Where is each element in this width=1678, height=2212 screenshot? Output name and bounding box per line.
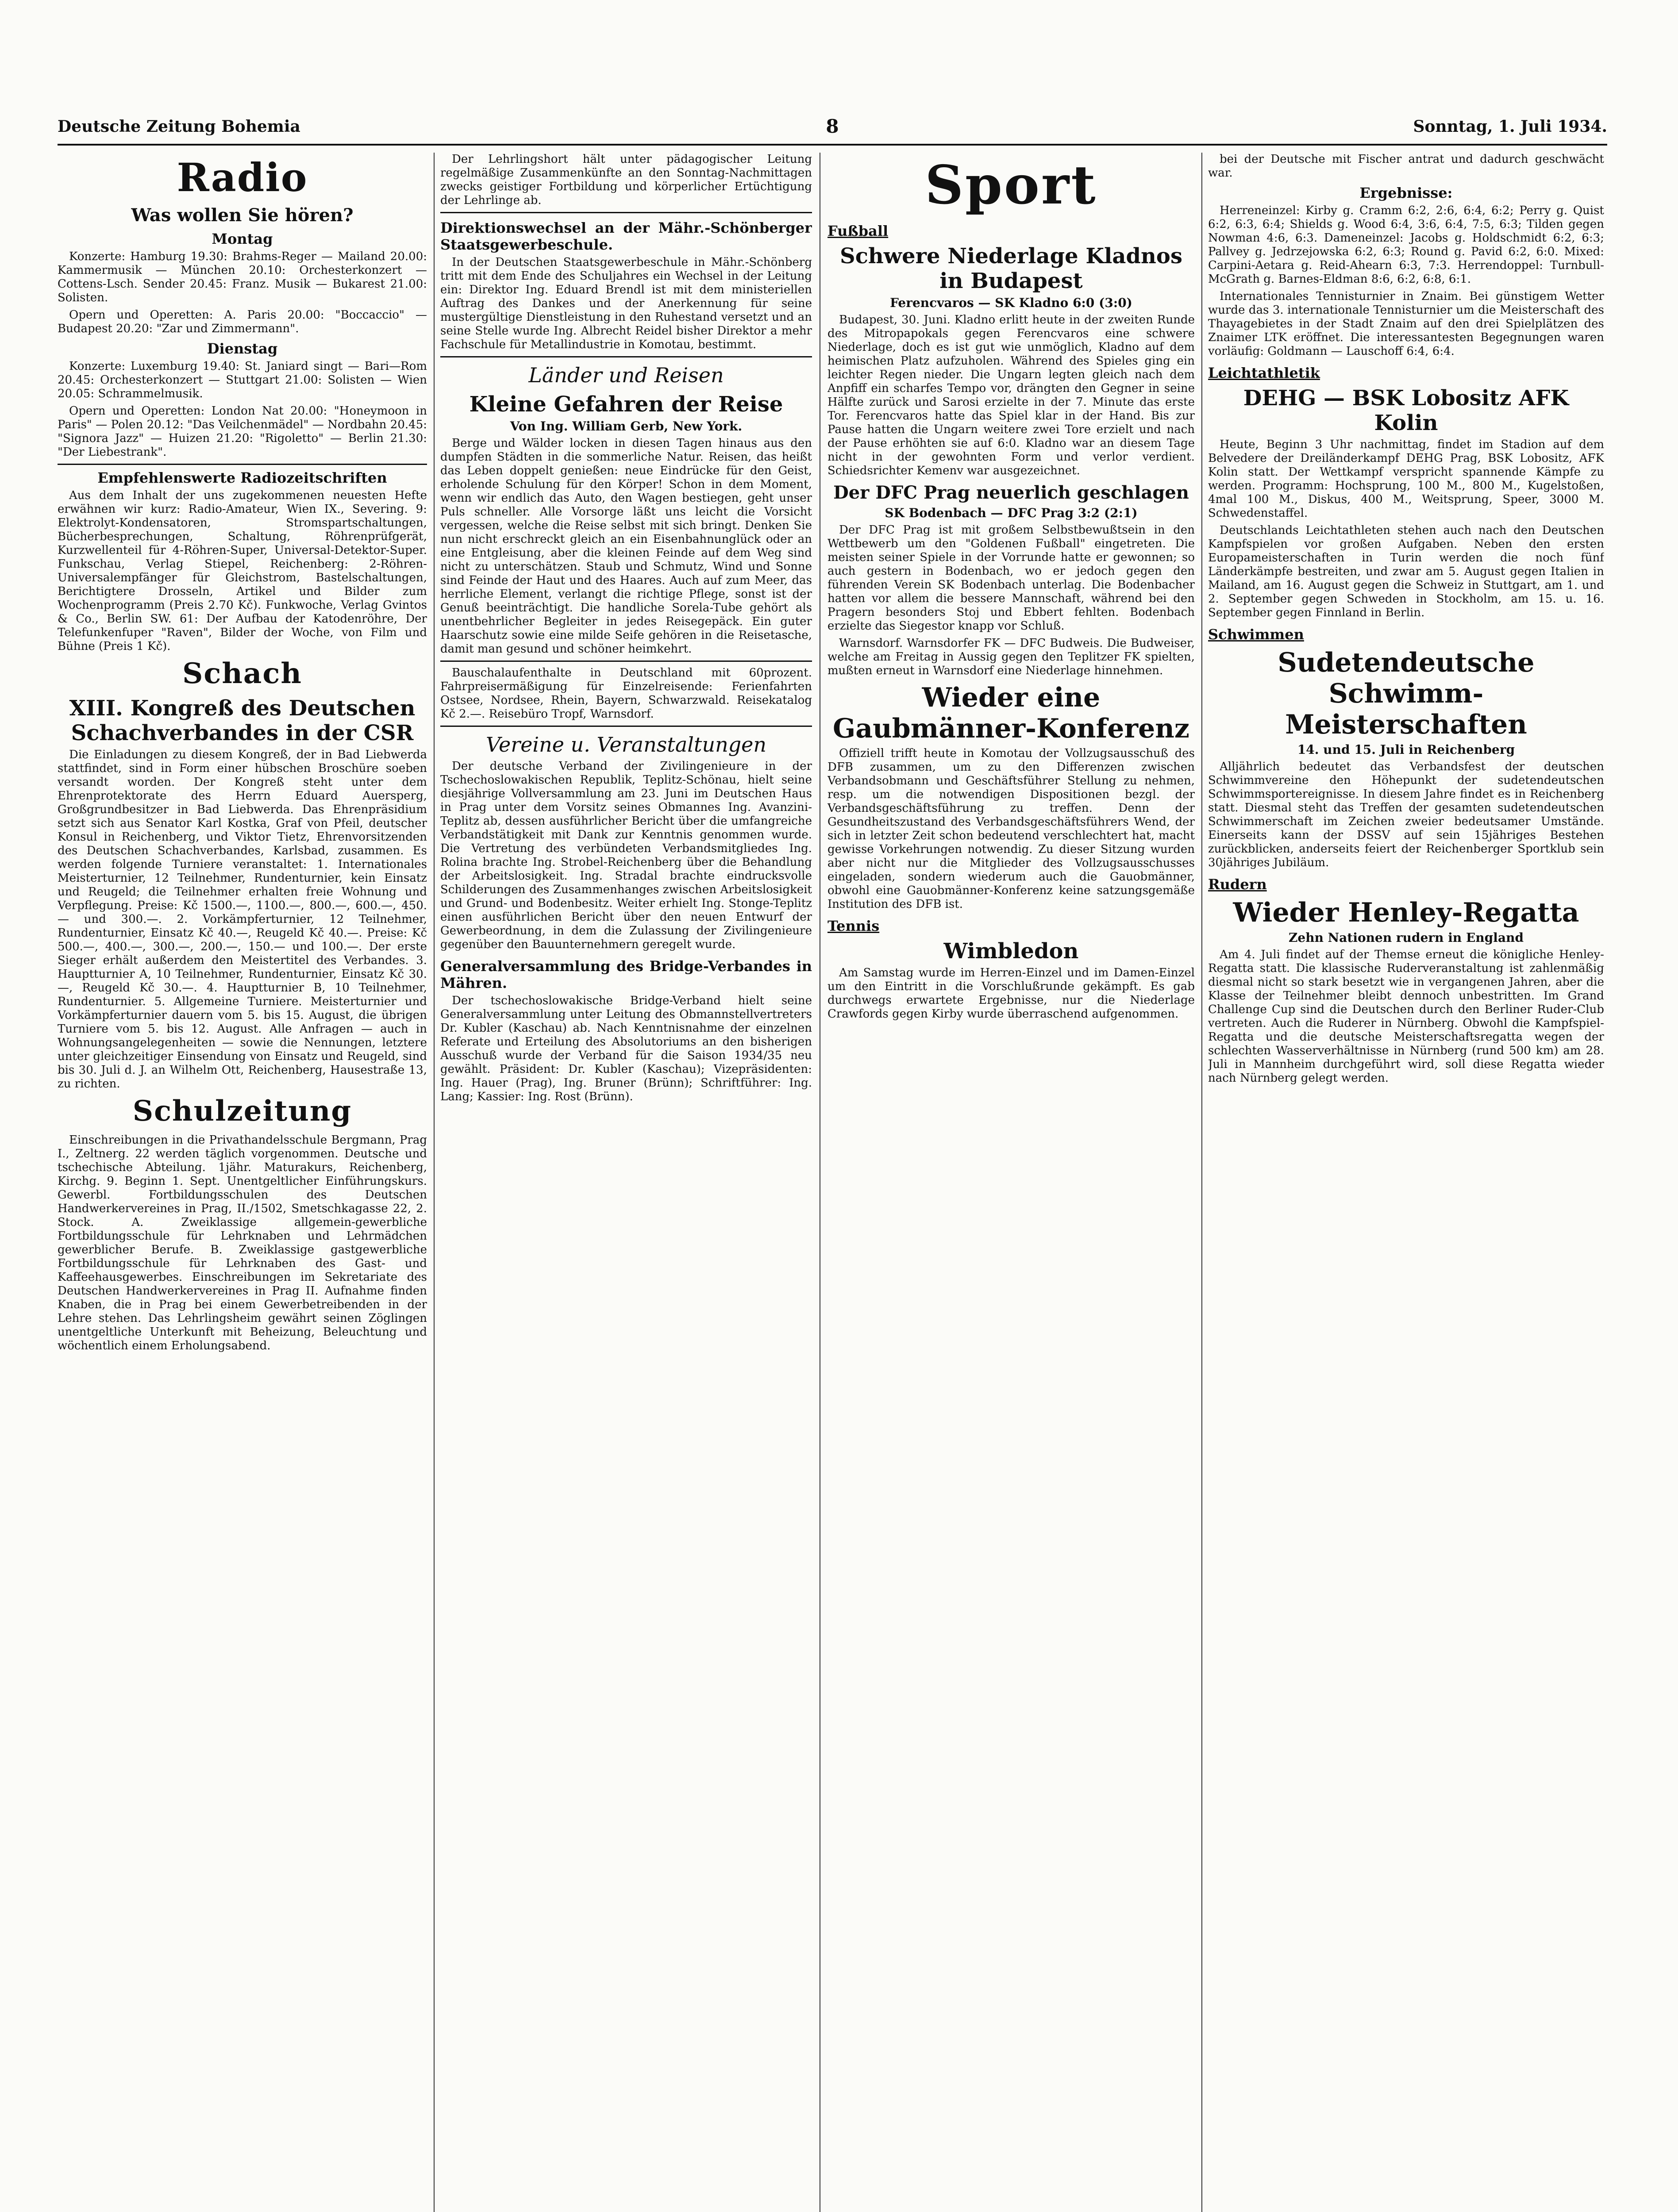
page-number: 8 <box>826 115 839 137</box>
article-text: Alljährlich bedeutet das Verbandsfest der deutschen Schwimmvereine den Höhepunkt der sudetendeutschen Schwimmsportereignisse. In diesem Jahre findet es in Reichenberg statt. Diesmal steht das Treffen der gesamten sudetendeutschen Schwimmerschaft im Zeichen zweier bedeutsamer Umstände. Einerseits kann der DSSV auf sein 15jähriges Bestehen zurückblicken, anderseits feiert der Reichenberger Sportklub sein 30jähriges Jubiläum. <box>1208 760 1604 869</box>
article-text: Berge und Wälder locken in diesen Tagen hinaus aus den dumpfen Städten in die sommerliche Natur. Reisen, das heißt das Leben doppelt genießen: neue Eindrücke für den Geist, erholende Schulung für den Körper! Schon in dem Moment, wenn wir endlich das Auto, den Wagen bestiegen, geht unser Puls schneller. Alle Vorsorge läßt uns leicht die Vorsicht vergessen, welche die Reise selbst mit sich bringt. Denken Sie nun nicht erschreckt gleich an ein Eisenbahnunglück oder an eine Entgleisung, aber die kleinen Feinde auf dem Weg sind nicht zu unterschätzen. Staub und Schmutz, Wind und Sonne sind Feinde der Haut und des Haares. Auch auf zum Meer, das herrliche Element, verlangt die richtige Pflege, sonst ist der Genuß beeinträchtigt. Die handliche Sorela-Tube gehört als unentbehrlicher Begleiter in jedes Reisegepäck. Ein guter Haarschutz sowie eine milde Seife gehören in die Reisetasche, damit man gesund und schöner heimkehrt. <box>440 437 812 656</box>
article-text: Internationales Tennisturnier in Znaim. Bei günstigem Wetter wurde das 3. internationale Tennisturnier um die Meisterschaft des Thayagebietes in der Stadt Znaim auf den drei Spielplätzen des Znaimer LTK eröffnet. Die interessantesten Begegnungen waren vorläufig: Goldmann — Lauschoff 6:4, 6:4. <box>1208 290 1604 358</box>
article-author: Von Ing. William Gerb, New York. <box>510 419 743 434</box>
article-heading: XIII. Kongreß des Deutschen Schachverbandes in der CSR <box>69 696 416 745</box>
column-radio-chess-school <box>58 153 427 2212</box>
column-sport-football <box>827 153 1195 2212</box>
column-rule <box>1201 153 1202 2212</box>
divider <box>440 661 812 662</box>
article-text: Der Lehrlingshort hält unter pädagogischer Leitung regelmäßige Zusammenkünfte an den Sonntag-Nachmittagen zwecks geistiger Fortbildung und körperlicher Ertüchtigung der Lehrlinge ab. <box>440 153 812 207</box>
article-text: Aus dem Inhalt der uns zugekommenen neuesten Hefte erwähnen wir kurz: Radio-Amateur, Wien IX., Severing. 9: Elektrolyt-Kondensatoren, Stromspartschaltungen, Bücherbesprechungen, Schaltung, Röhrenprüfgerät, Kurzwellenteil für 4-Röhren-Super, Universal-Detektor-Super. Funkschau, Verlag Stiepel, Reichenberg: 2-Röhren-Universalempfänger für Gleichstrom, Bastelschaltungen, Berichtigtere Drosseln, Artikel und Bilder zum Wochenprogramm (Preis 2.70 Kč). Funkwoche, Verlag Gvintos & Co., Berlin SW. 61: Der Aufbau der Katodenröhre, Der Telefunkenfuper "Raven", Bilder der Woche, von Film und Bühne (Preis 1 Kč). <box>58 489 427 653</box>
article-text: Heute, Beginn 3 Uhr nachmittag, findet im Stadion auf dem Belvedere der Dreiländerkampf DEHG Prag, BSK Lobositz, AFK Kolin statt. Der Wettkampf verspricht spannende Kämpfe zu werden. Programm: Hochsprung, 100 M., 800 M., Kugelstoßen, 4mal 100 M., Diskus, 400 M., Weitsprung, Speer, 3000 M. Schwedenstaffel. <box>1208 438 1604 520</box>
section-title-travel: Länder und Reisen <box>528 363 724 387</box>
divider <box>58 464 427 465</box>
article-heading: Wieder eine Gaubmänner-Konferenz <box>833 682 1189 744</box>
results-heading: Ergebnisse: <box>1359 184 1453 201</box>
article-text: bei der Deutsche mit Fischer antrat und dadurch geschwächt war. <box>1208 153 1604 180</box>
article-text: Budapest, 30. Juni. Kladno erlitt heute in der zweiten Runde des Mitropapokals gegen Ferencvaros eine schwere Niederlage, doch es ist gut wie unmöglich, Kladno auf dem heimischen Platz aufzuholen. Während des Spieles ging ein leichter Regen nieder. Die Ungarn legten gleich nach dem Anpfiff ein scharfes Tempo vor, drängten den Gegner in seine Hälfte zurück und Sarosi erzielte in der 7. Minute das erste Tor. Ferencvaros hatte das Spiel klar in der Hand. Bis zur Pause hatten die Ungarn weitere zwei Tore erzielt und nach der Pause erhöhten sie auf 6:0. Kladno war an diesem Tage nicht in der gewohnten Form und verlor verdient. Schiedsrichter Kemenv war ausgezeichnet. <box>827 313 1195 477</box>
day-heading: Montag <box>212 230 273 247</box>
match-result: Ferencvaros — SK Kladno 6:0 (3:0) <box>890 296 1132 310</box>
article-heading: DEHG — BSK Lobositz AFK Kolin <box>1243 386 1569 435</box>
column-sport-results <box>1208 153 1604 2212</box>
newspaper-name: Deutsche Zeitung Bohemia <box>58 117 300 136</box>
article-text: Warnsdorf. Warnsdorfer FK — DFC Budweis. Die Budweiser, welche am Freitag in Aussig gegen den Teplitzer FK spielten, mußten erneut in Warnsdorf eine Niederlage hinnehmen. <box>827 637 1195 677</box>
section-title-chess: Schach <box>182 657 302 690</box>
column-rule <box>434 153 435 2212</box>
advertisement-text: Bauschalaufenthalte in Deutschland mit 60prozent. Fahrpreisermäßigung für Einzelreisende: Ferienfahrten Ostsee, Nordsee, Rhein, Bayern, Schwarzwald. Reisekatalog Kč 2.—. Reisebüro Tropf, Warnsdorf. <box>440 666 812 721</box>
issue-date: Sonntag, 1. Juli 1934. <box>1413 117 1607 136</box>
newspaper-header <box>58 113 1607 146</box>
article-heading: Wieder Henley-Regatta <box>1233 897 1579 928</box>
article-heading: Der DFC Prag neuerlich geschlagen <box>833 482 1189 503</box>
article-text: Deutschlands Leichtathleten stehen auch nach den Deutschen Kampfspielen vor großen Aufgaben. Neben den ersten Europameisterschaften in Turin werden die noch fünf Länderkämpfe bestreiten, und zwar am 5. August gegen Italien in Mailand, am 16. August gegen die Schweiz in Stuttgart, am 1. und 2. September gegen Schweden in Stockholm, am 15. u. 16. September gegen Finnland in Berlin. <box>1208 524 1604 619</box>
article-text: Einschreibungen in die Privathandelsschule Bergmann, Prag I., Zeltnerg. 22 werden täglich vorgenommen. Deutsche und tschechische Abteilung. 1jähr. Maturakurs, Reichenberg, Kirchg. 9. Beginn 1. Sept. Unentgeltlicher Einführungskurs. Gewerbl. Fortbildungsschulen des Deutschen Handwerkervereines in Prag, II./1502, Smetschkagasse 22, 2. Stock. A. Zweiklassige allgemein-gewerbliche Fortbildungsschule für Lehrknaben und Lehrmädchen gewerblicher Berufe. B. Zweiklassige gastgewerbliche Fortbildungsschule für Lehrknaben des Gast- und Kaffeehausgewerbes. Einschreibungen im Sekretariate des Deutschen Handwerkervereines in Prag II. Aufnahme finden Knaben, die in Prag bei einem Gewerbetreibenden in der Lehre stehen. Das Lehrlingsheim gewährt seinen Zöglingen unentgeltliche Unterkunft mit Beheizung, Beleuchtung und wöchentlich einem Erholungsabend. <box>58 1133 427 1352</box>
article-heading: Generalversammlung des Bridge-Verbandes in Mähren. <box>440 958 812 991</box>
article-text: Am 4. Juli findet auf der Themse erneut die königliche Henley-Regatta statt. Die klassische Ruderveranstaltung ist zahlenmäßig diesmal nicht so stark besetzt wie in vergangenen Jahren, aber die Klasse der Teilnehmer bleibt dennoch unbestritten. Im Grand Challenge Cup sind die Deutschen durch den Berliner Ruder-Club vertreten. Auch die Ruderer in Nürnberg. Obwohl die Kampfspiel-Regatta und die deutsche Meisterschaftsregatta wegen der schlechten Wasserverhältnisse in Nürnberg (rund 500 km) am 28. Juli in Mannheim durchgeführt wird, soll diese Regatta wieder nach Nürnberg gelegt werden. <box>1208 948 1604 1085</box>
section-title-school: Schulzeitung <box>132 1094 352 1128</box>
article-heading: Kleine Gefahren der Reise <box>469 392 783 417</box>
article-subheading: 14. und 15. Juli in Reichenberg <box>1297 742 1515 757</box>
article-text: Offiziell trifft heute in Komotau der Vollzugsausschuß des DFB zusammen, um zu den Differenzen zwischen Verbandsobmann und Geschäftsführer Stellung zu nehmen, resp. um die notwendigen Dispositionen bezgl. der Verbandsgeschäftsführung zu treffen. Denn der Gesundheitszustand des Verbandsgeschäftsführers Wend, der sich in letzter Zeit schon bedeutend verschlechtert hat, macht gewisse Vorkehrungen notwendig. Zu dieser Sitzung wurden aber nicht nur die Mitglieder des Vollzugsausschusses eingeladen, sondern wiederum auch die Gauobmänner, obwohl eine Gauobmänner-Konferenz keine satzungsgemäße Institution des DFB ist. <box>827 747 1195 911</box>
divider <box>440 726 812 727</box>
article-subheading: Zehn Nationen rudern in England <box>1288 930 1524 945</box>
article-heading: Sudetendeutsche Schwimm-Meisterschaften <box>1278 647 1535 740</box>
radio-program: Konzerte: Luxemburg 19.40: St. Janiard singt — Bari—Rom 20.45: Orchesterkonzert — Stuttgart 21.00: Solisten — Wien 20.05: Schrammelmusik. <box>58 360 427 400</box>
section-title-radio: Radio <box>177 154 308 200</box>
article-heading: Schwere Niederlage Kladnos in Budapest <box>840 244 1182 293</box>
radio-program: Konzerte: Hamburg 19.30: Brahms-Reger — Mailand 20.00: Kammermusik — München 20.10: Orchesterkonzert — Cottens-Lsch. Sender 20.45: Franz. Musik — Bukarest 21.00: Solisten. <box>58 250 427 304</box>
results-text: Herreneinzel: Kirby g. Cramm 6:2, 2:6, 6:4, 6:2; Perry g. Quist 6:2, 6:3, 6:4; Shields g. Wood 6:4, 3:6, 6:4, 7:5, 6:3; Tilden gegen Nowman 4:6, 6:3. Dameneinzel: Jacobs g. Holdschmidt 6:2, 6:3; Pallvey g. Jedrzejowska 6:2, 6:3; Round g. Pavid 6:2, 6:0. Mixed: Carpini-Aetara g. Reid-Ahearn 6:3, 7:3. Herrendoppel: Turnbull-McGrath g. Barnes-Eldman 8:6, 6:2, 6:8, 6:1. <box>1208 204 1604 286</box>
sport-category-label: Rudern <box>1208 876 1267 893</box>
article-heading: Wimbledon <box>943 939 1079 964</box>
article-text: Am Samstag wurde im Herren-Einzel und im Damen-Einzel um den Eintritt in die Vorschlußrunde gekämpft. Es gab durchwegs erwartete Ergebnisse, nur die Niederlage Crawfords gegen Kirby wurde überraschend aufgenommen. <box>827 966 1195 1021</box>
divider <box>440 212 812 213</box>
day-heading: Dienstag <box>207 340 278 357</box>
article-text: Der tschechoslowakische Bridge-Verband hielt seine Generalversammlung unter Leitung des Obmannstellvertreters Dr. Kubler (Kaschau) ab. Nach Kenntnisnahme der einzelnen Referate und Erteilung des Absolutoriums an den bisherigen Ausschuß wurde der Verband für die Saison 1934/35 neu gewählt. Präsident: Dr. Kubler (Kaschau); Vizepräsidenten: Ing. Hauer (Prag), Ing. Bruner (Brünn); Schriftführer: Ing. Lang; Kassier: Ing. Rost (Brünn). <box>440 994 812 1103</box>
section-title-sport: Sport <box>925 154 1097 216</box>
sport-category-label: Tennis <box>827 918 880 934</box>
article-text: In der Deutschen Staatsgewerbeschule in Mähr.-Schönberg tritt mit dem Ende des Schuljahres ein Wechsel in der Leitung ein: Direktor Ing. Eduard Brendl ist mit dem ministeriellen Auftrag des Dankes und der Anerkennung für seine mustergültige Dienstleistung in den Ruhestand versetzt und an seine Stelle wurde Ing. Albrecht Reidel bisher Direktor a mehr Fachschule für Metallindustrie in Komotau, bestimmt. <box>440 256 812 351</box>
article-heading: Direktionswechsel an der Mähr.-Schönberger Staatsgewerbeschule. <box>440 219 812 253</box>
sport-category-label: Leichtathletik <box>1208 365 1320 381</box>
divider <box>440 356 812 357</box>
radio-question: Was wollen Sie hören? <box>131 205 354 226</box>
radio-program: Opern und Operetten: A. Paris 20.00: "Boccaccio" — Budapest 20.20: "Zar und Zimmermann". <box>58 308 427 335</box>
article-text: Der DFC Prag ist mit großem Selbstbewußtsein in den Wettbewerb um den "Goldenen Fußball" eingetreten. Die meisten seiner Spiele in der Vorrunde hatte er gewonnen; so auch gestern in Bodenbach, wo er jedoch gegen den führenden Verein SK Bodenbach unterlag. Die Bodenbacher hatten vor allem die bessere Mannschaft, während bei den Pragern besonders Stoj und Ebbert fehlten. Bodenbach erzielte das Siegestor knapp vor Schluß. <box>827 523 1195 633</box>
sport-category-label: Schwimmen <box>1208 626 1304 643</box>
article-text: Der deutsche Verband der Zivilingenieure in der Tschechoslowakischen Republik, Teplitz-Schönau, hielt seine diesjährige Vollversammlung am 23. Juni im Deutschen Haus in Prag unter dem Vorsitz seines Obmannes Ing. Avanzini-Teplitz ab, dessen ausführlicher Bericht über die umfangreiche Verbandstätigkeit mit Dank zur Kenntnis genommen wurde. Die Vertretung des verbündeten Verbandsmitgliedes Ing. Rolina brachte Ing. Strobel-Reichenberg über die Behandlung der Arbeitslosigkeit. Ing. Stradal brachte eindrucksvolle Schilderungen des Zusammenhanges zwischen Arbeitslosigkeit und Grund- und Bodenbesitz. Weiter erhielt Ing. Stonge-Teplitz einen ausführlichen Bericht über den neuen Entwurf der Gewerbeordnung, in dem die Zulassung der Zivilingenieure gegenüber den Bauunternehmern geregelt wurde. <box>440 760 812 951</box>
article-text: Die Einladungen zu diesem Kongreß, der in Bad Liebwerda stattfindet, sind in Form einer hübschen Broschüre soeben versandt worden. Der Kongreß steht unter dem Ehrenprotektorate des Herrn Eduard Auersperg, Großgrundbesitzer in Bad Liebwerda. Das Ehrenpräsidium setzt sich aus Senator Karl Kostka, Graf von Pfeil, deutscher Konsul in Reichenberg, und Viktor Tietz, Ehrenvorsitzenden des Deutschen Schachverbandes, Karlsbad, zusammen. Es werden folgende Turniere veranstaltet: 1. Internationales Meisterturnier, 12 Teilnehmer, Rundenturnier, kein Einsatz und Reugeld; die Teilnehmer erhalten freie Wohnung und Verpflegung. Preise: Kč 1500.—, 1100.—, 800.—, 600.—, 450.— und 300.—. 2. Vorkämpferturnier, 12 Teilnehmer, Rundenturnier, Einsatz Kč 40.—, Reugeld Kč 40.—. Preise: Kč 500.—, 400.—, 300.—, 200.—, 150.— und 100.—. Der erste Sieger erhält außerdem den Meistertitel des Verbandes. 3. Hauptturnier A, 10 Teilnehmer, Rundenturnier, Einsatz Kč 30.—, Reugeld Kč 30.—. 4. Hauptturnier B, 10 Teilnehmer, Rundenturnier. 5. Allgemeine Turniere. Meisterturnier und Vorkämpferturnier dauern vom 5. bis 15. August, die übrigen Turniere vom 5. bis 12. August. Alle Anfragen — auch in Wohnungsangelegenheiten — sowie die Nennungen, letztere unter gleichzeitiger Einsendung von Einsatz und Reugeld, sind bis 30. Juli d. J. an Wilhelm Ott, Reichenberg, Hausestraße 13, zu richten. <box>58 748 427 1091</box>
radio-program: Opern und Operetten: London Nat 20.00: "Honeymoon in Paris" — Polen 20.12: "Das Veilchenmädel" — Nordbahn 20.45: "Signora Jazz" — Huizen 21.20: "Rigoletto" — Berlin 21.30: "Der Liebestrank". <box>58 404 427 459</box>
article-heading: Empfehlenswerte Radiozeitschriften <box>97 469 387 486</box>
column-travel-events <box>440 153 812 2212</box>
sport-category-label: Fußball <box>827 223 889 239</box>
match-result: SK Bodenbach — DFC Prag 3:2 (2:1) <box>885 506 1138 520</box>
section-title-events: Vereine u. Veranstaltungen <box>485 733 766 757</box>
